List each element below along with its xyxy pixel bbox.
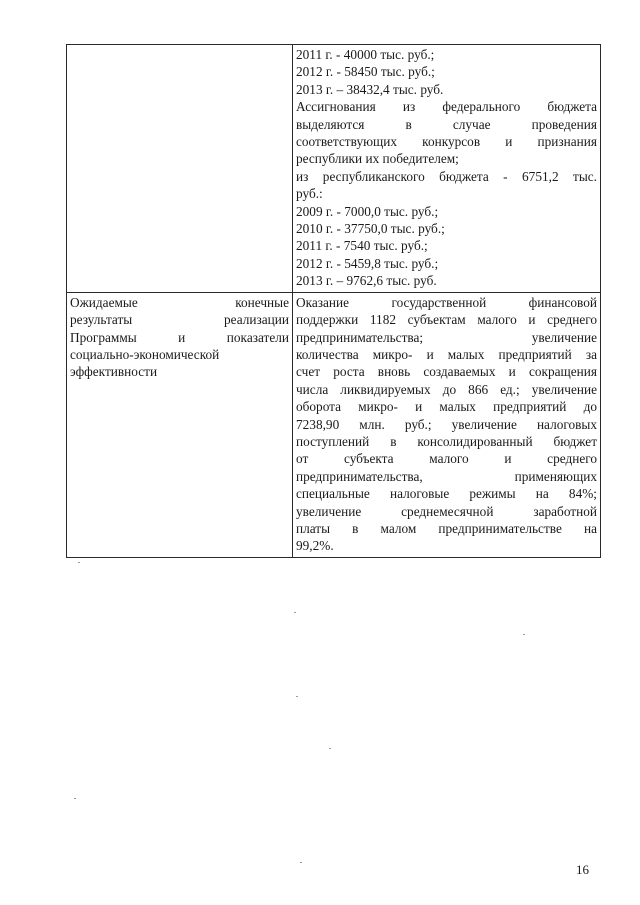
table-cell-funding-content	[293, 45, 601, 293]
funding-line: 2011 г. - 7540 тыс. руб.;	[296, 238, 428, 254]
results-line: от субъекта малого и среднего	[296, 451, 597, 467]
program-table	[66, 44, 601, 558]
results-line: предпринимательства; увеличение	[296, 329, 597, 345]
results-line: увеличение среднемесячной заработной	[296, 503, 597, 519]
results-line: оборота микро- и малых предприятий до	[296, 399, 597, 415]
scan-speck	[296, 696, 298, 697]
funding-line: из республиканского бюджета - 6751,2 тыс.	[296, 168, 597, 184]
page-number: 16	[576, 862, 589, 877]
scan-speck	[78, 562, 80, 563]
label-line: Программы и показатели	[70, 329, 289, 345]
label-line: эффективности	[70, 364, 158, 380]
results-line: числа ликвидируемых до 866 ед.; увеличение	[296, 381, 597, 397]
funding-line: 2013 г. – 9762,6 тыс. руб.	[296, 273, 437, 289]
results-line: специальные налоговые режимы на 84%;	[296, 486, 597, 502]
funding-line: соответствующих конкурсов и признания	[296, 134, 597, 150]
funding-line: 2009 г. - 7000,0 тыс. руб.;	[296, 203, 439, 219]
results-line: поступлений в консолидированный бюджет	[296, 433, 597, 449]
results-line: счет роста вновь создаваемых и сокращения	[296, 364, 597, 380]
table-row-funding	[67, 45, 601, 293]
scan-speck	[329, 748, 331, 749]
results-line: платы в малом предпринимательстве на	[296, 520, 597, 536]
label-line: социально-экономической	[70, 346, 220, 362]
table-row-expected-results	[67, 292, 601, 557]
scan-speck	[300, 862, 302, 863]
scan-speck	[74, 798, 76, 799]
table-cell-results-label	[67, 292, 293, 557]
results-line: количества микро- и малых предприятий за	[296, 346, 597, 362]
funding-line: 2011 г. - 40000 тыс. руб.;	[296, 47, 435, 62]
scan-speck	[294, 612, 296, 613]
label-line: результаты реализации	[70, 312, 289, 328]
funding-line: выделяются в случае проведения	[296, 116, 597, 132]
funding-line: 2013 г. – 38432,4 тыс. руб.	[296, 81, 444, 97]
results-line: 7238,90 млн. руб.; увеличение налоговых	[296, 416, 597, 432]
funding-line: Ассигнования из федерального бюджета	[296, 99, 597, 115]
results-line: Оказание государственной финансовой	[296, 294, 597, 310]
results-line: предпринимательства, применяющих	[296, 468, 597, 484]
results-line: 99,2%.	[296, 538, 334, 554]
funding-line: 2010 г. - 37750,0 тыс. руб.;	[296, 221, 445, 237]
scan-speck	[523, 634, 525, 635]
funding-line: республики их победителем;	[296, 151, 459, 167]
label-line: Ожидаемые конечные	[70, 294, 289, 310]
funding-line: руб.:	[296, 186, 323, 202]
results-line: поддержки 1182 субъектам малого и среднего	[296, 312, 597, 328]
funding-line: 2012 г. - 5459,8 тыс. руб.;	[296, 255, 439, 271]
table-cell-label-empty	[67, 45, 293, 293]
funding-line: 2012 г. - 58450 тыс. руб.;	[296, 64, 435, 80]
table-cell-results-content	[293, 292, 601, 557]
